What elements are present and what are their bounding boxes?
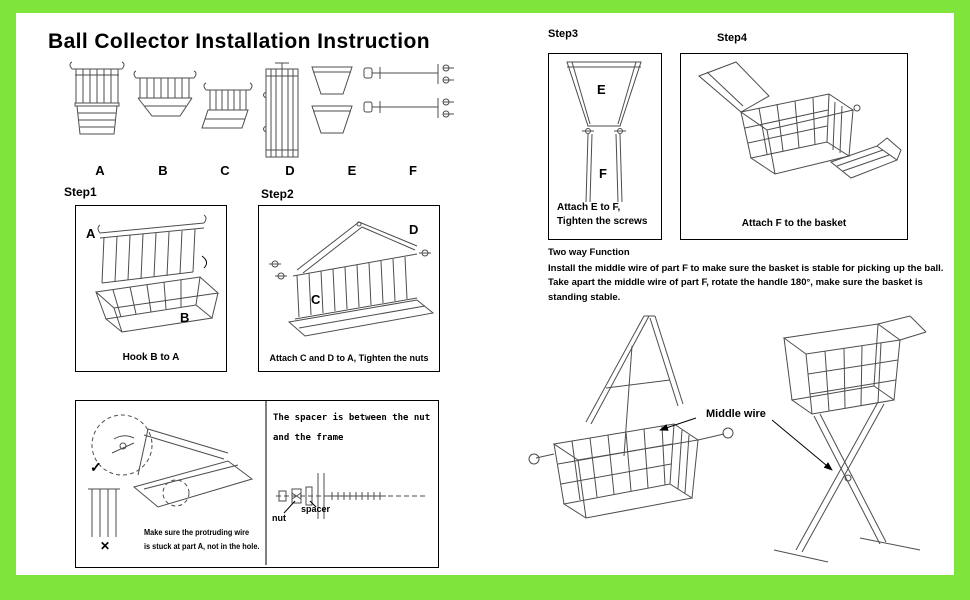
part-label-f: F (409, 163, 417, 178)
step4-box (680, 53, 908, 240)
two-way-line-1: Install the middle wire of part F to make sure the basket is stable for picking up the ball. (548, 262, 944, 274)
step1-letter-b: B (180, 310, 190, 325)
warning-line-2: is stuck at part A, not in the hole. (144, 542, 260, 551)
part-label-c: C (220, 163, 230, 178)
assembled-diagram (528, 306, 952, 574)
spacer-note-line-1: The spacer is between the nut (273, 413, 431, 423)
step1-box (75, 205, 227, 372)
step1-diagram (76, 206, 224, 369)
warning-line-1: Make sure the protruding wire (144, 528, 250, 537)
step2-caption: Attach C and D to A, Tighten the nuts (269, 353, 429, 363)
part-label-e: E (347, 163, 357, 178)
part-label-d: D (285, 163, 295, 178)
step3-box (548, 53, 662, 240)
instruction-sheet (16, 13, 954, 575)
parts-overview-diagram (58, 60, 458, 165)
spacer-note-line-2: and the frame (273, 433, 344, 443)
middle-wire-label: Middle wire (706, 408, 766, 420)
part-label-b: B (158, 163, 168, 178)
step4-label: Step4 (717, 32, 747, 44)
part-label-a: A (95, 163, 105, 178)
step1-label: Step1 (64, 185, 97, 199)
step2-label: Step2 (261, 187, 294, 201)
step1-letter-a: A (86, 226, 96, 241)
step2-box (258, 205, 440, 372)
nut-label: nut (272, 513, 286, 523)
cross-mark: ✕ (100, 539, 111, 553)
page-title: Ball Collector Installation Instruction (48, 30, 430, 53)
check-mark: ✓ (90, 459, 102, 475)
step3-caption-line1: Attach E to F, (557, 202, 621, 213)
two-way-function-note (548, 246, 946, 305)
step3-caption-line2: Tighten the screws (557, 216, 648, 227)
step4-caption: Attach F to the basket (741, 218, 847, 229)
step1-caption: Hook B to A (122, 352, 180, 363)
step3-letter-e: E (597, 82, 606, 97)
step2-letter-c: C (311, 292, 321, 307)
step3-letter-f: F (599, 166, 607, 181)
step3-label: Step3 (548, 28, 578, 40)
step4-diagram (681, 54, 905, 237)
two-way-heading: Two way Function (548, 247, 630, 258)
spacer-note-box (75, 400, 439, 568)
step2-letter-d: D (409, 222, 419, 237)
two-way-line-2: Take apart the middle wire of part F, rotate the handle 180°, make sure the basket is standing stable. (548, 277, 923, 303)
spacer-label: spacer (301, 504, 331, 514)
